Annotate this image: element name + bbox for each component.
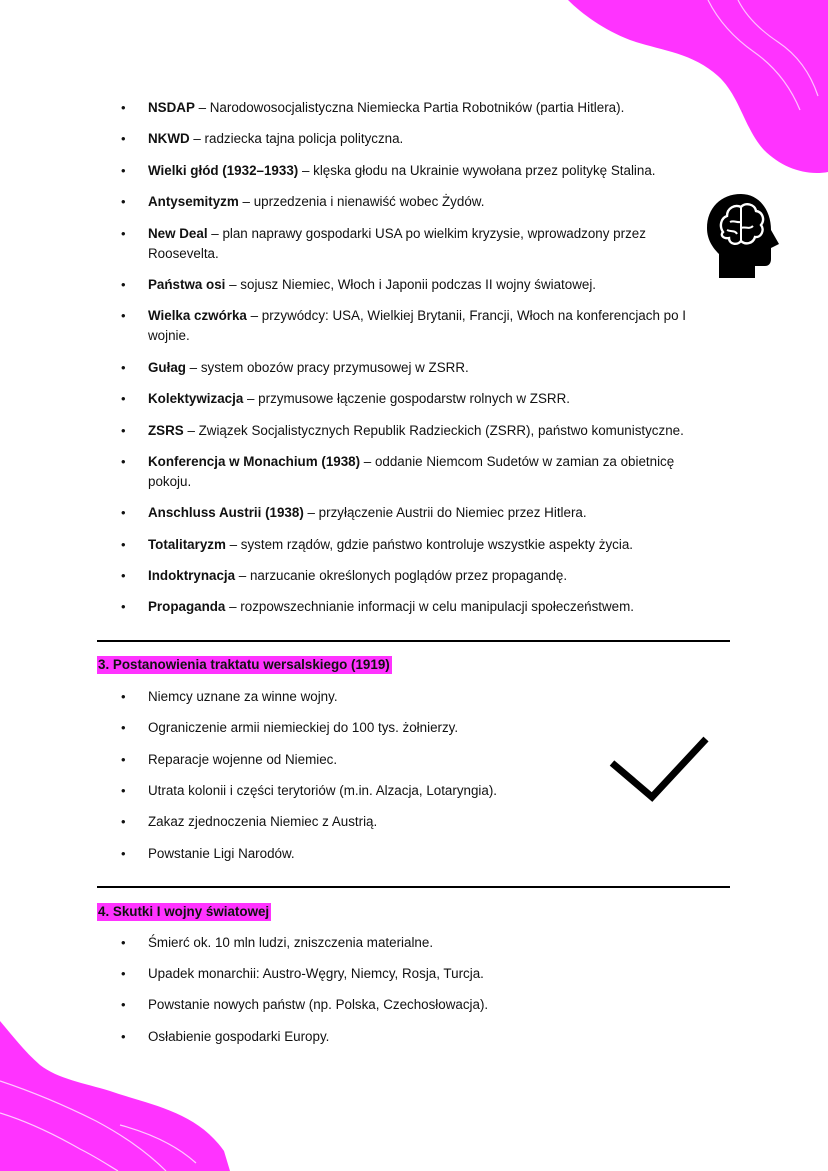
definition-desc: radziecka tajna policja polityczna.	[204, 131, 404, 146]
bullet: •	[121, 720, 126, 735]
separator: –	[246, 308, 262, 323]
definition-desc: przywódcy: USA, Wielkiej Brytanii, Francji, Włoch na konferencjach po I wojnie.	[148, 308, 686, 343]
bullet: •	[121, 814, 126, 829]
definition-term: Totalitaryzm	[148, 537, 226, 552]
list-item-text: Reparacje wojenne od Niemiec.	[148, 752, 338, 767]
list-item-text: Ograniczenie armii niemieckiej do 100 tys. żołnierzy.	[148, 720, 459, 735]
list-item-text: Upadek monarchii: Austro-Węgry, Niemcy, Rosja, Turcja.	[148, 966, 484, 981]
bullet: •	[121, 277, 126, 292]
definition-term: Indoktrynacja	[148, 568, 236, 583]
definition-desc: plan naprawy gospodarki USA po wielkim kryzysie, wprowadzony przez Roosevelta.	[148, 226, 646, 261]
separator: –	[243, 391, 259, 406]
separator: –	[225, 537, 241, 552]
bullet: •	[121, 131, 126, 146]
bullet: •	[121, 568, 126, 583]
definition-term: NSDAP	[148, 100, 195, 115]
definition-term: Wielki głód (1932–1933)	[148, 163, 299, 178]
definition-desc: system obozów pracy przymusowej w ZSRR.	[200, 360, 469, 375]
definition-term: Propaganda	[148, 599, 226, 614]
bullet: •	[121, 360, 126, 375]
section-3-title: 3. Postanowienia traktatu wersalskiego (1919)	[98, 657, 390, 672]
definition-term: New Deal	[148, 226, 208, 241]
list-item-text: Osłabienie gospodarki Europy.	[148, 1029, 330, 1044]
bullet: •	[121, 966, 126, 981]
definition-term: Antysemityzm	[148, 194, 239, 209]
definition-desc: przyłączenie Austrii do Niemiec przez Hitlera.	[318, 505, 587, 520]
list-item-text: Powstanie nowych państw (np. Polska, Czechosłowacja).	[148, 997, 489, 1012]
head-brain-icon	[703, 192, 781, 280]
definition-desc: Związek Socjalistycznych Republik Radzieckich (ZSRR), państwo komunistyczne.	[198, 423, 684, 438]
separator: –	[235, 568, 250, 583]
bullet: •	[121, 783, 126, 798]
bullet: •	[121, 454, 126, 469]
separator: –	[298, 163, 314, 178]
separator: –	[238, 194, 254, 209]
section-divider	[97, 640, 730, 642]
bullet: •	[121, 505, 126, 520]
separator: –	[207, 226, 223, 241]
corner-decoration-top-right	[568, 0, 828, 180]
bullet: •	[121, 1029, 126, 1044]
list-item-text: Niemcy uznane za winne wojny.	[148, 689, 338, 704]
bullet: •	[121, 100, 126, 115]
separator: –	[194, 100, 210, 115]
bullet: •	[121, 391, 126, 406]
definition-term: NKWD	[148, 131, 190, 146]
definition-term: Konferencja w Monachium (1938)	[148, 454, 361, 469]
definition-desc: przymusowe łączenie gospodarstw rolnych w ZSRR.	[258, 391, 570, 406]
separator: –	[360, 454, 375, 469]
bullet: •	[121, 752, 126, 767]
separator: –	[185, 360, 201, 375]
separator: –	[183, 423, 199, 438]
separator: –	[189, 131, 205, 146]
definition-desc: Narodowosocjalistyczna Niemiecka Partia Robotników (partia Hitlera).	[209, 100, 625, 115]
definition-desc: klęska głodu na Ukrainie wywołana przez politykę Stalina.	[313, 163, 656, 178]
list-item-text: Powstanie Ligi Narodów.	[148, 846, 295, 861]
bullet: •	[121, 194, 126, 209]
definition-term: Anschluss Austrii (1938)	[148, 505, 304, 520]
bullet: •	[121, 935, 126, 950]
section-4-title: 4. Skutki I wojny światowej	[98, 904, 270, 919]
bullet: •	[121, 599, 126, 614]
bullet: •	[121, 163, 126, 178]
bullet: •	[121, 226, 126, 241]
definition-desc: uprzedzenia i nienawiść wobec Żydów.	[253, 194, 485, 209]
separator: –	[225, 599, 241, 614]
definition-term: Gułag	[148, 360, 186, 375]
definition-term: Wielka czwórka	[148, 308, 247, 323]
definition-desc: sojusz Niemiec, Włoch i Japonii podczas II wojny światowej.	[240, 277, 597, 292]
bullet: •	[121, 846, 126, 861]
definition-desc: oddanie Niemcom Sudetów w zamian za obietnicę pokoju.	[148, 454, 675, 489]
bullet: •	[121, 423, 126, 438]
definition-term: ZSRS	[148, 423, 184, 438]
bullet: •	[121, 308, 126, 323]
section-divider	[97, 886, 730, 888]
list-item-text: Zakaz zjednoczenia Niemiec z Austrią.	[148, 814, 378, 829]
definition-desc: narzucanie określonych poglądów przez propagandę.	[249, 568, 568, 583]
bullet: •	[121, 537, 126, 552]
bullet: •	[121, 997, 126, 1012]
definition-desc: rozpowszechnianie informacji w celu manipulacji społeczeństwem.	[240, 599, 634, 614]
definition-term: Kolektywizacja	[148, 391, 244, 406]
list-item-text: Utrata kolonii i części terytoriów (m.in. Alzacja, Lotaryngia).	[148, 783, 498, 798]
separator: –	[303, 505, 319, 520]
list-item-text: Śmierć ok. 10 mln ludzi, zniszczenia materialne.	[148, 935, 434, 950]
definition-term: Państwa osi	[148, 277, 226, 292]
separator: –	[225, 277, 241, 292]
bullet: •	[121, 689, 126, 704]
definition-desc: system rządów, gdzie państwo kontroluje wszystkie aspekty życia.	[240, 537, 633, 552]
